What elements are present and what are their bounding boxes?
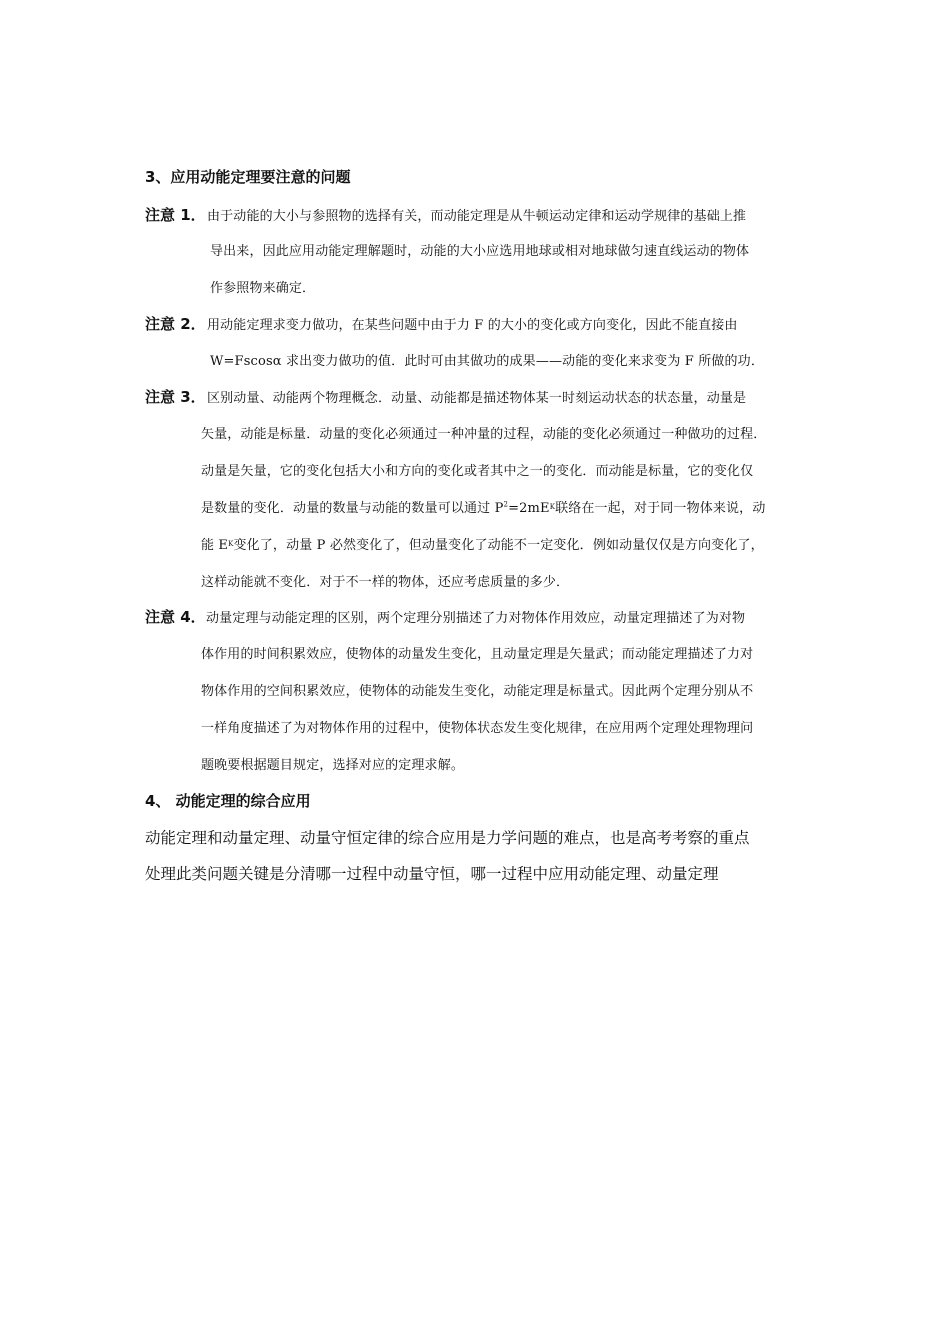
note-3-line-4-subscript: K <box>549 503 556 511</box>
note-1-line-1: 由于动能的大小与参照物的选择有关，而动能定理是从牛顿运动定律和运动学规律的基础上推 <box>207 209 747 224</box>
note-1-line-2: 导出来，因此应用动能定理解题时，动能的大小应选用地球或相对地球做匀速直线运动的物体 <box>210 244 750 259</box>
note-4-line-5: 题晚要根据题目规定，选择对应的定理求解。 <box>201 758 465 773</box>
note-3-line-2: 矢量，动能是标量．动量的变化必须通过一种冲量的过程，动能的变化必须通过一种做功的过程． <box>201 427 767 442</box>
note-3-line-6: 这样动能就不变化．对于不一样的物体，还应考虑质量的多少． <box>201 575 570 590</box>
note-3-line-5-before: 能 E <box>201 538 229 553</box>
note-3-line-4-before: 是数量的变化．动量的数量与动能的数量可以通过 P <box>201 501 504 516</box>
section-4-line-1: 动能定理和动量定理、动量守恒定律的综合应用是力学问题的难点，也是高考考察的重点 <box>145 829 750 847</box>
note-3-line-5 <box>201 534 764 553</box>
note-3-line-5-after: 变化了，动量 P 必然变化了，但动量变化了动能不一定变化．例如动量仅仅是方向变化了， <box>233 538 764 553</box>
note-4-line-4: 一样角度描述了为对物体作用的过程中，使物体状态发生变化规律，在应用两个定理处理物理问 <box>201 721 754 736</box>
note-3-line-3: 动量是矢量，它的变化包括大小和方向的变化或者其中之一的变化．而动能是标量，它的变化仅 <box>201 464 754 479</box>
note-4-line-3: 物体作用的空间积累效应，使物体的动能发生变化，动能定理是标量式。因此两个定理分别从不 <box>201 684 754 699</box>
note-3-line-4-after: 联络在一起，对于同一物体来说，动 <box>555 501 766 516</box>
section-4-heading: 4、 动能定理的综合应用 <box>145 792 311 810</box>
note-3-line-5-subscript: K <box>228 540 234 548</box>
note-2-line-1: 用动能定理求变力做功，在某些问题中由于力 F 的大小的变化或方向变化，因此不能直接由 <box>207 318 738 333</box>
section-3-heading: 3、应用动能定理要注意的问题 <box>145 168 351 186</box>
note-3-line-1: 区别动量、动能两个物理概念．动量、动能都是描述物体某一时刻运动状态的状态量，动量是 <box>207 391 747 406</box>
note-4-line-2: 体作用的时间积累效应，使物体的动量发生变化，且动量定理是矢量武；而动能定理描述了力对 <box>201 647 754 662</box>
note-4-label: 注意 4． <box>145 608 206 626</box>
note-3-line-4 <box>201 497 765 516</box>
note-3-line-4-superscript: 2 <box>503 500 509 509</box>
note-3-line-4-mid: =2mE <box>508 501 550 516</box>
note-1-line-3: 作参照物来确定． <box>210 281 316 296</box>
note-2-line-2: W=Fscosα 求出变力做功的值．此时可由其做功的成果——动能的变化来求变为 F 所做的功． <box>210 354 764 369</box>
note-3-label: 注意 3． <box>145 388 206 406</box>
note-4-line-1: 动量定理与动能定理的区别，两个定理分别描述了力对物体作用效应，动量定理描述了为对物 <box>206 611 746 626</box>
note-1-label: 注意 1． <box>145 206 206 224</box>
note-2-label: 注意 2． <box>145 315 206 333</box>
section-4-line-2: 处理此类问题关键是分清哪一过程中动量守恒，哪一过程中应用动能定理、动量定理 <box>145 865 719 883</box>
